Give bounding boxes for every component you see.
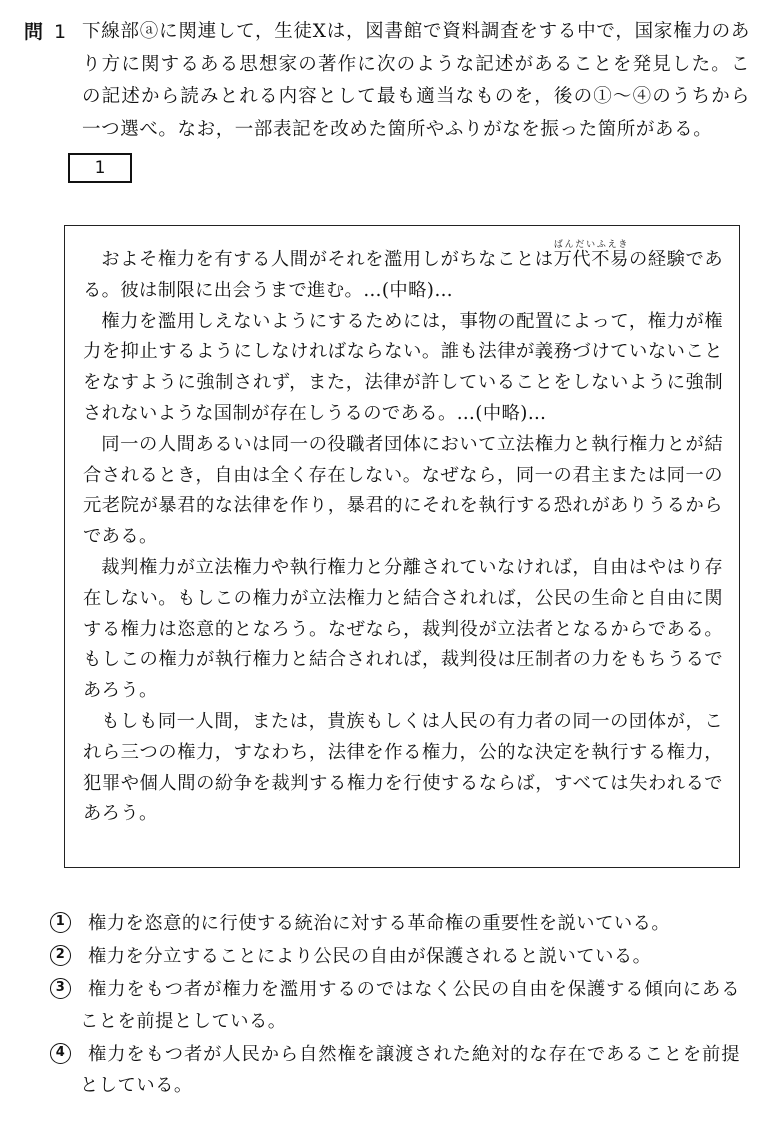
choice-marker: 3	[50, 978, 71, 999]
choice-marker: 4	[50, 1043, 71, 1064]
question-number: 1	[54, 21, 67, 43]
choice-text: 権力をもつ者が権力を濫用するのではなく公民の自由を保護する傾向にあることを前提としている。	[80, 979, 740, 1032]
answer-choices	[50, 908, 740, 1103]
choice-text: 権力をもつ者が人民から自然権を譲渡された絶対的な存在であることを前提としている。	[80, 1043, 740, 1096]
passage-body	[83, 240, 723, 830]
choice-text: 権力を恣意的に行使する統治に対する革命権の重要性を説いている。	[88, 913, 671, 934]
passage-paragraph	[83, 240, 723, 307]
passage-paragraph: もしも同一人間，または，貴族もしくは人民の有力者の同一の団体が，これら三つの権力，すなわち，法律を作る権力，公的な決定を執行する権力，犯罪や個人間の紛争を裁判する権力を行使するならば，すべては失われるであろう。	[83, 710, 723, 825]
passage-text: の経験である。彼は制限に出会うまで進む。…(中略)…	[83, 249, 724, 301]
answer-box: 1	[68, 153, 132, 183]
choice-marker: 2	[50, 945, 71, 966]
quoted-passage-box	[64, 225, 740, 868]
choice-4[interactable]	[50, 1039, 740, 1102]
passage-text: およそ権力を有する人間がそれを濫用しがちなことは	[101, 249, 554, 270]
choice-2[interactable]	[50, 941, 740, 973]
passage-paragraph: 同一の人間あるいは同一の役職者団体において立法権力と執行権力とが結合されるとき，自由は全く存在しない。なぜなら，同一の君主または同一の元老院が暴君的な法律を作り，暴君的にそれを執行する恐れがありうるからである。	[83, 433, 723, 548]
ruby-base: 万代不易	[553, 249, 629, 270]
choice-3[interactable]	[50, 974, 740, 1037]
ruby-reading: ばんだいふえき	[553, 240, 629, 250]
passage-paragraph: 裁判権力が立法権力や執行権力と分離されていなければ，自由はやはり存在しない。もしこの権力が立法権力と結合されれば，公民の生命と自由に関する権力は恣意的となろう。なぜなら，裁判役が立法者となるからである。もしこの権力が執行権力と結合されれば，裁判役は圧制者の力をもちうるであろう。	[83, 556, 723, 702]
choice-marker: 1	[50, 912, 71, 933]
choice-text: 権力を分立することにより公民の自由が保護されると説いている。	[88, 946, 652, 967]
question-label: 問	[24, 21, 44, 43]
furigana-word	[553, 240, 629, 270]
choice-1[interactable]	[50, 908, 740, 940]
passage-paragraph: 権力を濫用しえないようにするためには，事物の配置によって，権力が権力を抑止するようにしなければならない。誰も法律が義務づけていないことをなすように強制されず，また，法律が許していることをしないように強制されないような国制が存在しうるのである。…(中略)…	[83, 310, 723, 424]
question-text: 下線部ⓐに関連して，生徒Xは，図書館で資料調査をする中で，国家権力のあり方に関するある思想家の著作に次のような記述があることを発見した。この記述から読みとれる内容として最も適当なものを，後の①～④のうちから一つ選べ。なお，一部表記を改めた箇所やふりがなを振った箇所がある。	[82, 21, 750, 140]
